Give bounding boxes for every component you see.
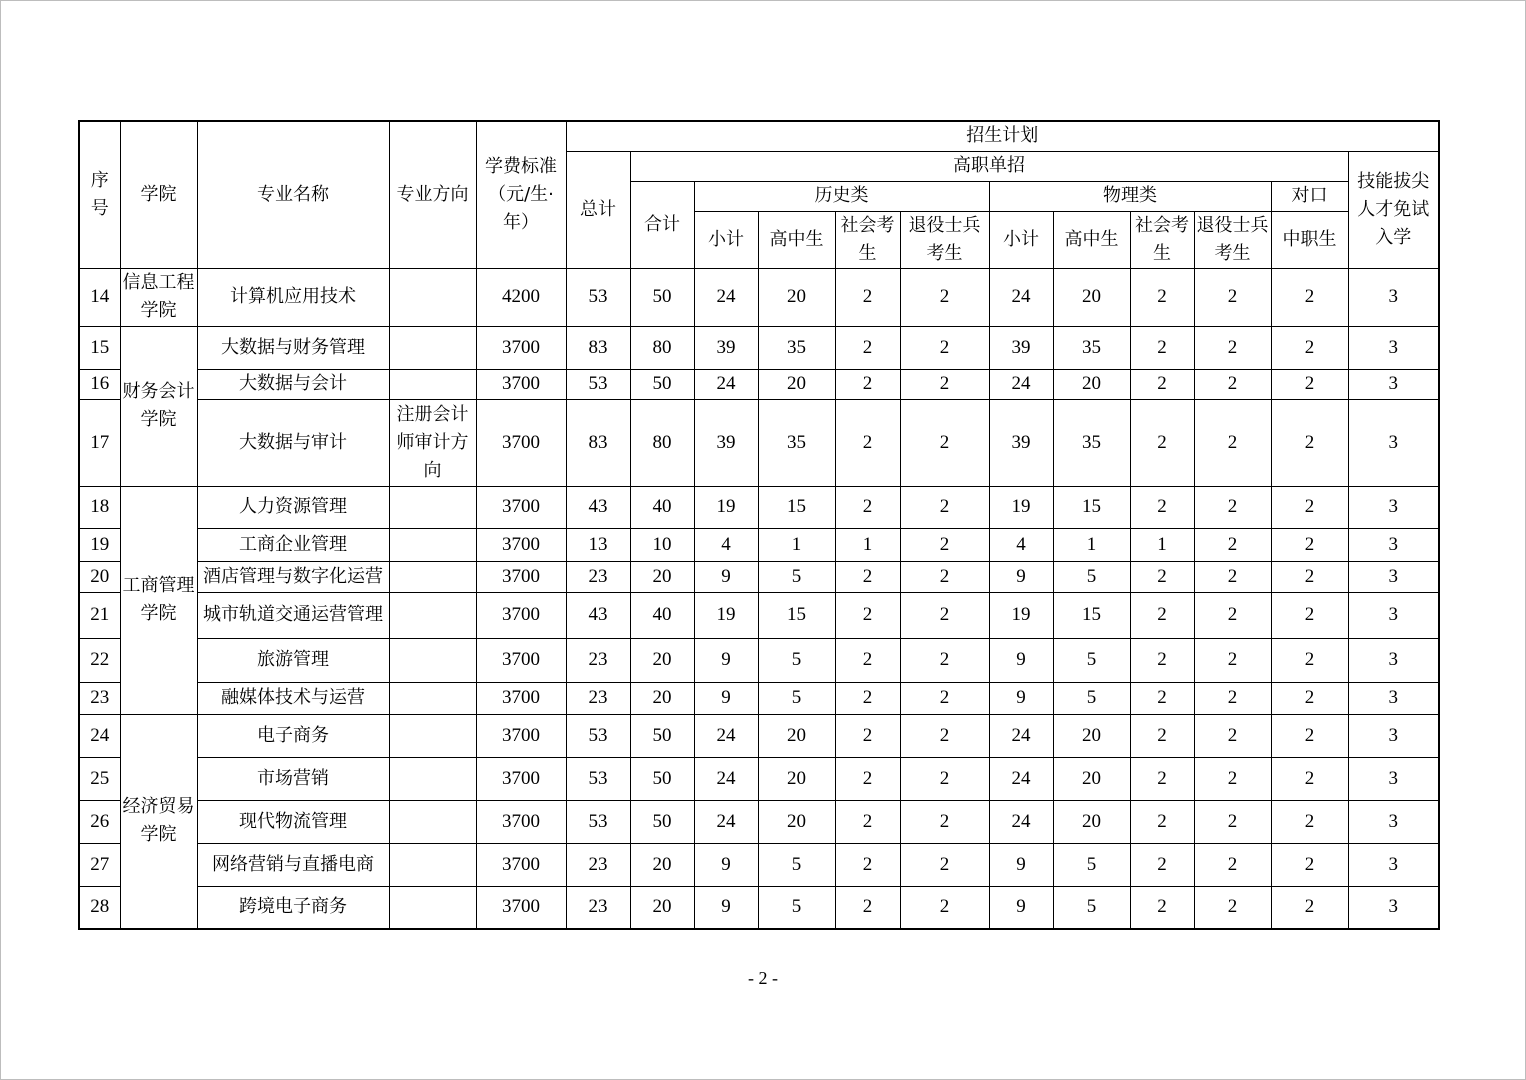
cell-h-sub: 24 xyxy=(694,268,758,326)
cell-total: 53 xyxy=(566,800,630,843)
cell-p-hs: 35 xyxy=(1053,326,1130,369)
cell-skill: 3 xyxy=(1348,268,1439,326)
cell-total: 53 xyxy=(566,268,630,326)
cell-seq: 23 xyxy=(79,682,120,714)
cell-sum: 80 xyxy=(630,326,694,369)
cell-p-vet: 2 xyxy=(1194,638,1271,682)
header-history-veteran: 退役士兵考生 xyxy=(900,211,989,268)
cell-total: 83 xyxy=(566,399,630,486)
cell-major: 现代物流管理 xyxy=(197,800,389,843)
cell-skill: 3 xyxy=(1348,800,1439,843)
cell-p-sub: 9 xyxy=(989,886,1053,929)
cell-p-sub: 9 xyxy=(989,561,1053,592)
cell-voc: 2 xyxy=(1271,886,1348,929)
cell-voc: 2 xyxy=(1271,486,1348,528)
cell-major: 计算机应用技术 xyxy=(197,268,389,326)
header-college: 学院 xyxy=(120,121,197,268)
cell-p-soc: 2 xyxy=(1130,561,1194,592)
cell-h-vet: 2 xyxy=(900,800,989,843)
table-row xyxy=(79,528,1439,561)
cell-h-sub: 24 xyxy=(694,714,758,757)
cell-voc: 2 xyxy=(1271,561,1348,592)
cell-tuition: 3700 xyxy=(476,682,566,714)
cell-h-hs: 5 xyxy=(758,843,835,886)
cell-h-vet: 2 xyxy=(900,638,989,682)
cell-skill: 3 xyxy=(1348,843,1439,886)
cell-p-vet: 2 xyxy=(1194,592,1271,638)
cell-h-sub: 9 xyxy=(694,638,758,682)
cell-voc: 2 xyxy=(1271,592,1348,638)
cell-p-sub: 9 xyxy=(989,638,1053,682)
cell-college: 财务会计学院 xyxy=(120,326,197,486)
cell-h-hs: 20 xyxy=(758,757,835,800)
cell-p-sub: 19 xyxy=(989,486,1053,528)
cell-p-vet: 2 xyxy=(1194,757,1271,800)
cell-p-hs: 20 xyxy=(1053,757,1130,800)
cell-tuition: 3700 xyxy=(476,843,566,886)
cell-seq: 20 xyxy=(79,561,120,592)
cell-major: 大数据与审计 xyxy=(197,399,389,486)
cell-h-soc: 2 xyxy=(835,638,900,682)
cell-sum: 50 xyxy=(630,714,694,757)
cell-sum: 80 xyxy=(630,399,694,486)
cell-tuition: 4200 xyxy=(476,268,566,326)
cell-h-soc: 2 xyxy=(835,714,900,757)
cell-tuition: 3700 xyxy=(476,561,566,592)
cell-h-hs: 20 xyxy=(758,714,835,757)
cell-seq: 18 xyxy=(79,486,120,528)
cell-tuition: 3700 xyxy=(476,592,566,638)
header-skill: 技能拔尖人才免试入学 xyxy=(1348,151,1439,268)
table-row xyxy=(79,714,1439,757)
cell-skill: 3 xyxy=(1348,886,1439,929)
table-row xyxy=(79,268,1439,326)
cell-h-soc: 2 xyxy=(835,682,900,714)
cell-voc: 2 xyxy=(1271,369,1348,399)
header-physics-subtotal: 小计 xyxy=(989,211,1053,268)
cell-p-soc: 2 xyxy=(1130,399,1194,486)
cell-total: 23 xyxy=(566,843,630,886)
cell-h-vet: 2 xyxy=(900,714,989,757)
cell-h-vet: 2 xyxy=(900,326,989,369)
cell-sum: 20 xyxy=(630,682,694,714)
cell-p-hs: 20 xyxy=(1053,369,1130,399)
cell-h-soc: 2 xyxy=(835,486,900,528)
cell-voc: 2 xyxy=(1271,638,1348,682)
cell-h-vet: 2 xyxy=(900,592,989,638)
cell-p-soc: 2 xyxy=(1130,268,1194,326)
cell-voc: 2 xyxy=(1271,528,1348,561)
cell-h-sub: 24 xyxy=(694,800,758,843)
cell-seq: 25 xyxy=(79,757,120,800)
table-row xyxy=(79,800,1439,843)
cell-h-soc: 2 xyxy=(835,326,900,369)
cell-h-vet: 2 xyxy=(900,369,989,399)
cell-sum: 20 xyxy=(630,886,694,929)
cell-h-hs: 5 xyxy=(758,561,835,592)
cell-direction xyxy=(389,268,476,326)
header-vocational: 中职生 xyxy=(1271,211,1348,268)
header-physics-social: 社会考生 xyxy=(1130,211,1194,268)
cell-voc: 2 xyxy=(1271,843,1348,886)
cell-skill: 3 xyxy=(1348,561,1439,592)
cell-seq: 28 xyxy=(79,886,120,929)
table-row xyxy=(79,326,1439,369)
cell-major: 酒店管理与数字化运营 xyxy=(197,561,389,592)
cell-total: 53 xyxy=(566,369,630,399)
cell-p-soc: 2 xyxy=(1130,369,1194,399)
cell-skill: 3 xyxy=(1348,592,1439,638)
table-header xyxy=(79,121,1439,268)
cell-direction xyxy=(389,757,476,800)
cell-h-soc: 2 xyxy=(835,757,900,800)
cell-p-soc: 2 xyxy=(1130,843,1194,886)
header-history-subtotal: 小计 xyxy=(694,211,758,268)
cell-p-soc: 2 xyxy=(1130,800,1194,843)
cell-h-hs: 20 xyxy=(758,268,835,326)
cell-p-hs: 20 xyxy=(1053,714,1130,757)
cell-direction xyxy=(389,486,476,528)
cell-p-sub: 9 xyxy=(989,682,1053,714)
cell-p-vet: 2 xyxy=(1194,369,1271,399)
cell-college: 信息工程学院 xyxy=(120,268,197,326)
cell-major: 旅游管理 xyxy=(197,638,389,682)
table-row xyxy=(79,399,1439,486)
cell-tuition: 3700 xyxy=(476,326,566,369)
cell-h-soc: 2 xyxy=(835,369,900,399)
cell-h-sub: 24 xyxy=(694,369,758,399)
table-row xyxy=(79,369,1439,399)
cell-total: 53 xyxy=(566,757,630,800)
cell-h-sub: 24 xyxy=(694,757,758,800)
cell-sum: 10 xyxy=(630,528,694,561)
cell-skill: 3 xyxy=(1348,486,1439,528)
cell-tuition: 3700 xyxy=(476,886,566,929)
cell-h-sub: 9 xyxy=(694,843,758,886)
cell-voc: 2 xyxy=(1271,399,1348,486)
cell-h-vet: 2 xyxy=(900,886,989,929)
cell-h-vet: 2 xyxy=(900,528,989,561)
cell-p-soc: 2 xyxy=(1130,326,1194,369)
table-row xyxy=(79,486,1439,528)
cell-sum: 20 xyxy=(630,638,694,682)
cell-h-soc: 2 xyxy=(835,399,900,486)
header-direction: 专业方向 xyxy=(389,121,476,268)
cell-major: 跨境电子商务 xyxy=(197,886,389,929)
cell-h-hs: 5 xyxy=(758,682,835,714)
cell-major: 城市轨道交通运营管理 xyxy=(197,592,389,638)
table-row xyxy=(79,561,1439,592)
cell-direction xyxy=(389,528,476,561)
cell-h-soc: 2 xyxy=(835,592,900,638)
cell-p-soc: 2 xyxy=(1130,682,1194,714)
cell-direction xyxy=(389,682,476,714)
cell-major: 融媒体技术与运营 xyxy=(197,682,389,714)
cell-h-hs: 20 xyxy=(758,800,835,843)
cell-sum: 40 xyxy=(630,592,694,638)
cell-total: 43 xyxy=(566,592,630,638)
cell-direction xyxy=(389,800,476,843)
cell-h-vet: 2 xyxy=(900,843,989,886)
cell-seq: 21 xyxy=(79,592,120,638)
cell-voc: 2 xyxy=(1271,757,1348,800)
cell-h-hs: 1 xyxy=(758,528,835,561)
cell-college: 工商管理学院 xyxy=(120,486,197,714)
header-history: 历史类 xyxy=(694,181,989,211)
cell-h-hs: 15 xyxy=(758,486,835,528)
cell-h-soc: 1 xyxy=(835,528,900,561)
cell-major: 大数据与会计 xyxy=(197,369,389,399)
cell-major: 大数据与财务管理 xyxy=(197,326,389,369)
cell-seq: 16 xyxy=(79,369,120,399)
cell-tuition: 3700 xyxy=(476,486,566,528)
cell-h-soc: 2 xyxy=(835,886,900,929)
cell-p-hs: 15 xyxy=(1053,486,1130,528)
cell-h-vet: 2 xyxy=(900,399,989,486)
table-row xyxy=(79,886,1439,929)
header-major: 专业名称 xyxy=(197,121,389,268)
table-row xyxy=(79,638,1439,682)
cell-p-hs: 5 xyxy=(1053,682,1130,714)
cell-p-vet: 2 xyxy=(1194,486,1271,528)
header-total: 总计 xyxy=(566,151,630,268)
cell-h-sub: 9 xyxy=(694,886,758,929)
cell-tuition: 3700 xyxy=(476,528,566,561)
cell-seq: 22 xyxy=(79,638,120,682)
cell-p-hs: 5 xyxy=(1053,638,1130,682)
cell-direction xyxy=(389,638,476,682)
cell-p-hs: 5 xyxy=(1053,561,1130,592)
cell-sum: 50 xyxy=(630,757,694,800)
cell-voc: 2 xyxy=(1271,268,1348,326)
cell-seq: 19 xyxy=(79,528,120,561)
cell-p-vet: 2 xyxy=(1194,528,1271,561)
cell-major: 市场营销 xyxy=(197,757,389,800)
cell-total: 23 xyxy=(566,561,630,592)
cell-p-sub: 24 xyxy=(989,800,1053,843)
table-row xyxy=(79,592,1439,638)
cell-h-sub: 39 xyxy=(694,326,758,369)
header-physics-veteran: 退役士兵考生 xyxy=(1194,211,1271,268)
cell-total: 23 xyxy=(566,682,630,714)
cell-skill: 3 xyxy=(1348,682,1439,714)
cell-p-hs: 5 xyxy=(1053,843,1130,886)
cell-tuition: 3700 xyxy=(476,714,566,757)
cell-h-hs: 15 xyxy=(758,592,835,638)
cell-major: 电子商务 xyxy=(197,714,389,757)
cell-h-soc: 2 xyxy=(835,800,900,843)
cell-p-vet: 2 xyxy=(1194,714,1271,757)
cell-p-vet: 2 xyxy=(1194,268,1271,326)
cell-h-sub: 9 xyxy=(694,561,758,592)
cell-total: 43 xyxy=(566,486,630,528)
cell-h-vet: 2 xyxy=(900,561,989,592)
header-physics-highschool: 高中生 xyxy=(1053,211,1130,268)
cell-direction xyxy=(389,886,476,929)
page-number: - 2 - xyxy=(748,968,778,988)
cell-h-vet: 2 xyxy=(900,486,989,528)
table-row xyxy=(79,843,1439,886)
cell-p-sub: 24 xyxy=(989,714,1053,757)
cell-p-vet: 2 xyxy=(1194,682,1271,714)
cell-seq: 14 xyxy=(79,268,120,326)
cell-skill: 3 xyxy=(1348,638,1439,682)
enrollment-plan-table xyxy=(78,120,1440,930)
cell-seq: 24 xyxy=(79,714,120,757)
cell-major: 人力资源管理 xyxy=(197,486,389,528)
header-history-highschool: 高中生 xyxy=(758,211,835,268)
cell-skill: 3 xyxy=(1348,399,1439,486)
header-counterpart: 对口 xyxy=(1271,181,1348,211)
cell-h-hs: 35 xyxy=(758,399,835,486)
cell-voc: 2 xyxy=(1271,326,1348,369)
table-body xyxy=(79,268,1439,929)
header-seq: 序号 xyxy=(79,121,120,268)
cell-p-vet: 2 xyxy=(1194,561,1271,592)
cell-sum: 20 xyxy=(630,843,694,886)
cell-p-sub: 4 xyxy=(989,528,1053,561)
table-row xyxy=(79,682,1439,714)
cell-direction xyxy=(389,714,476,757)
cell-voc: 2 xyxy=(1271,800,1348,843)
cell-h-sub: 19 xyxy=(694,486,758,528)
cell-h-soc: 2 xyxy=(835,561,900,592)
cell-tuition: 3700 xyxy=(476,757,566,800)
cell-skill: 3 xyxy=(1348,714,1439,757)
cell-seq: 26 xyxy=(79,800,120,843)
cell-h-hs: 20 xyxy=(758,369,835,399)
table-row xyxy=(79,757,1439,800)
cell-tuition: 3700 xyxy=(476,638,566,682)
header-physics: 物理类 xyxy=(989,181,1271,211)
cell-p-vet: 2 xyxy=(1194,843,1271,886)
cell-sum: 40 xyxy=(630,486,694,528)
cell-direction xyxy=(389,326,476,369)
cell-p-soc: 1 xyxy=(1130,528,1194,561)
cell-sum: 50 xyxy=(630,369,694,399)
header-plan: 招生计划 xyxy=(566,121,1439,151)
cell-voc: 2 xyxy=(1271,682,1348,714)
cell-h-vet: 2 xyxy=(900,268,989,326)
cell-seq: 15 xyxy=(79,326,120,369)
cell-tuition: 3700 xyxy=(476,369,566,399)
cell-seq: 17 xyxy=(79,399,120,486)
cell-p-vet: 2 xyxy=(1194,399,1271,486)
cell-h-sub: 39 xyxy=(694,399,758,486)
cell-p-hs: 5 xyxy=(1053,886,1130,929)
cell-major: 网络营销与直播电商 xyxy=(197,843,389,886)
cell-h-hs: 35 xyxy=(758,326,835,369)
cell-p-sub: 9 xyxy=(989,843,1053,886)
header-history-social: 社会考生 xyxy=(835,211,900,268)
cell-h-sub: 9 xyxy=(694,682,758,714)
cell-h-hs: 5 xyxy=(758,638,835,682)
cell-total: 53 xyxy=(566,714,630,757)
cell-seq: 27 xyxy=(79,843,120,886)
cell-h-soc: 2 xyxy=(835,843,900,886)
cell-h-sub: 4 xyxy=(694,528,758,561)
cell-p-vet: 2 xyxy=(1194,326,1271,369)
cell-sum: 50 xyxy=(630,268,694,326)
cell-p-soc: 2 xyxy=(1130,638,1194,682)
cell-direction: 注册会计师审计方向 xyxy=(389,399,476,486)
cell-h-sub: 19 xyxy=(694,592,758,638)
cell-p-soc: 2 xyxy=(1130,886,1194,929)
cell-sum: 20 xyxy=(630,561,694,592)
cell-p-sub: 24 xyxy=(989,757,1053,800)
cell-p-sub: 39 xyxy=(989,399,1053,486)
cell-p-hs: 35 xyxy=(1053,399,1130,486)
cell-tuition: 3700 xyxy=(476,399,566,486)
cell-direction xyxy=(389,592,476,638)
cell-h-vet: 2 xyxy=(900,757,989,800)
cell-total: 23 xyxy=(566,638,630,682)
cell-major: 工商企业管理 xyxy=(197,528,389,561)
cell-skill: 3 xyxy=(1348,326,1439,369)
cell-h-vet: 2 xyxy=(900,682,989,714)
cell-p-soc: 2 xyxy=(1130,757,1194,800)
cell-p-hs: 20 xyxy=(1053,800,1130,843)
header-single-enrollment: 高职单招 xyxy=(630,151,1348,181)
cell-total: 23 xyxy=(566,886,630,929)
cell-p-soc: 2 xyxy=(1130,486,1194,528)
cell-p-hs: 15 xyxy=(1053,592,1130,638)
cell-sum: 50 xyxy=(630,800,694,843)
header-tuition: 学费标准（元/生·年） xyxy=(476,121,566,268)
cell-p-soc: 2 xyxy=(1130,714,1194,757)
cell-tuition: 3700 xyxy=(476,800,566,843)
cell-voc: 2 xyxy=(1271,714,1348,757)
cell-h-hs: 5 xyxy=(758,886,835,929)
cell-total: 83 xyxy=(566,326,630,369)
cell-h-soc: 2 xyxy=(835,268,900,326)
cell-direction xyxy=(389,369,476,399)
cell-p-vet: 2 xyxy=(1194,800,1271,843)
cell-skill: 3 xyxy=(1348,369,1439,399)
cell-skill: 3 xyxy=(1348,757,1439,800)
cell-p-hs: 20 xyxy=(1053,268,1130,326)
cell-p-sub: 19 xyxy=(989,592,1053,638)
cell-p-hs: 1 xyxy=(1053,528,1130,561)
cell-p-sub: 39 xyxy=(989,326,1053,369)
header-single-total: 合计 xyxy=(630,181,694,268)
cell-total: 13 xyxy=(566,528,630,561)
cell-p-sub: 24 xyxy=(989,369,1053,399)
cell-p-sub: 24 xyxy=(989,268,1053,326)
cell-college: 经济贸易学院 xyxy=(120,714,197,929)
cell-p-soc: 2 xyxy=(1130,592,1194,638)
cell-skill: 3 xyxy=(1348,528,1439,561)
cell-p-vet: 2 xyxy=(1194,886,1271,929)
cell-direction xyxy=(389,843,476,886)
cell-direction xyxy=(389,561,476,592)
